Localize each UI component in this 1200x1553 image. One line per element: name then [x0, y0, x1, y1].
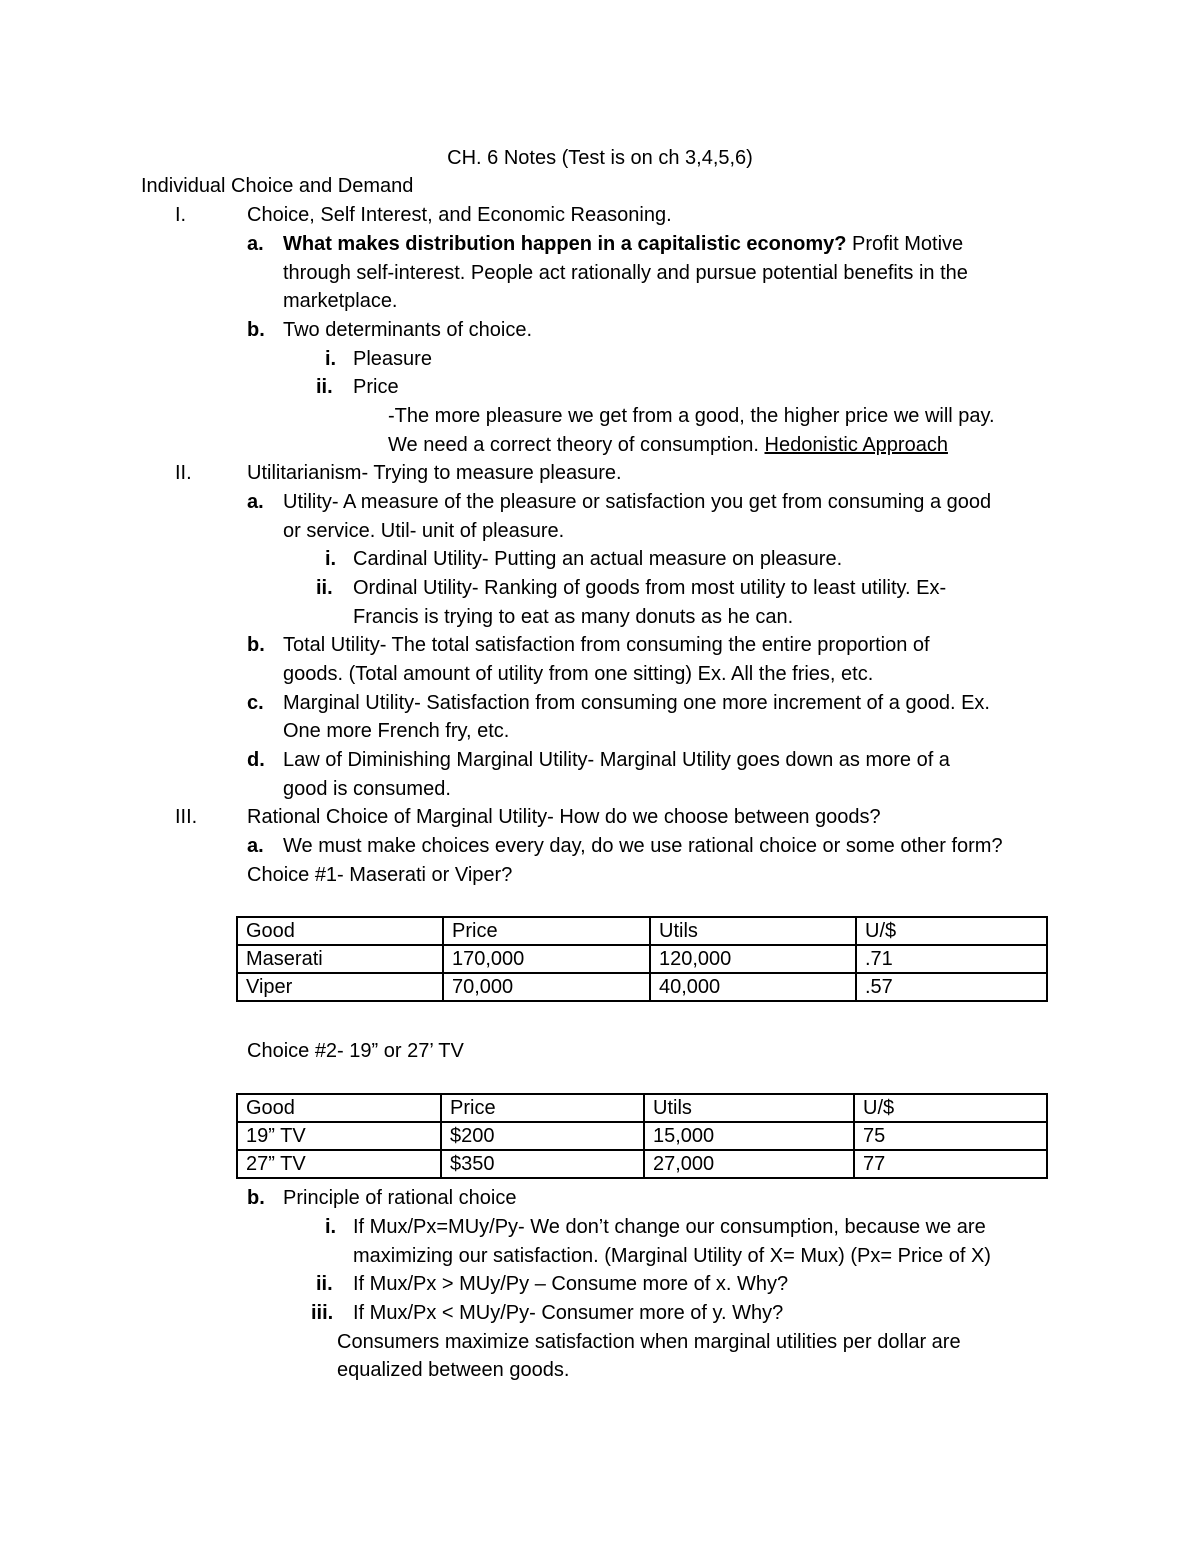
answer-text: Profit Motive — [846, 233, 964, 255]
item-label: b. — [247, 319, 265, 341]
sub-item: Cardinal Utility- Putting an actual measure on pleasure. — [353, 548, 843, 570]
table-cell: Good — [237, 1094, 441, 1122]
sub-item: Price — [353, 376, 399, 398]
table-row — [237, 1150, 1047, 1178]
table-cell: Price — [441, 1094, 644, 1122]
table-cell: 19” TV — [237, 1122, 441, 1150]
choice-1-label: Choice #1- Maserati or Viper? — [247, 864, 513, 886]
table-cell: Price — [443, 917, 650, 945]
table-cell: 77 — [854, 1150, 1047, 1178]
table-cell: Utils — [644, 1094, 854, 1122]
section-1-title: Choice, Self Interest, and Economic Reasoning. — [247, 204, 672, 226]
list-item: Two determinants of choice. — [283, 319, 533, 341]
sub-item-label: ii. — [316, 376, 333, 398]
item-label: a. — [247, 491, 264, 513]
sub-item: If Mux/Px > MUy/Py – Consume more of x. Why? — [353, 1273, 789, 1295]
table-row — [237, 1122, 1047, 1150]
page-title: CH. 6 Notes (Test is on ch 3,4,5,6) — [447, 147, 753, 169]
sub-item: Pleasure — [353, 348, 432, 370]
list-item-continuation: through self-interest. People act rationally and pursue potential benefits in the — [283, 262, 968, 284]
underlined-term: Hedonistic Approach — [764, 434, 948, 456]
sub-item-label: i. — [325, 348, 337, 370]
table-cell: 15,000 — [644, 1122, 854, 1150]
table-cell: Viper — [237, 973, 443, 1001]
note-text: We need a correct theory of consumption. — [388, 434, 765, 456]
choice-2-table — [236, 1093, 1048, 1179]
sub-item-label: ii. — [316, 577, 333, 599]
table-cell: $200 — [441, 1122, 644, 1150]
list-item: Total Utility- The total satisfaction from consuming the entire proportion of — [283, 634, 930, 656]
bold-question: What makes distribution happen in a capitalistic economy? — [283, 233, 847, 255]
sub-item: If Mux/Px=MUy/Py- We don’t change our consumption, because we are — [353, 1216, 986, 1238]
sub-item-continuation: Francis is trying to eat as many donuts as he can. — [353, 606, 794, 628]
table-cell: Good — [237, 917, 443, 945]
conclusion-line: Consumers maximize satisfaction when marginal utilities per dollar are — [337, 1331, 961, 1353]
list-item — [283, 230, 963, 258]
list-item: Principle of rational choice — [283, 1187, 517, 1209]
table-cell: 27” TV — [237, 1150, 441, 1178]
table-cell: Maserati — [237, 945, 443, 973]
item-label: c. — [247, 692, 264, 714]
table-cell: U/$ — [856, 917, 1047, 945]
item-label: a. — [247, 835, 264, 857]
section-1-number: I. — [175, 204, 187, 226]
sub-item-continuation: maximizing our satisfaction. (Marginal Utility of X= Mux) (Px= Price of X) — [353, 1245, 991, 1267]
section-2-number: II. — [175, 462, 192, 484]
table-cell: 170,000 — [443, 945, 650, 973]
sub-item-label: i. — [325, 548, 337, 570]
section-3-number: III. — [175, 806, 198, 828]
item-label: a. — [247, 233, 264, 255]
table-cell: U/$ — [854, 1094, 1047, 1122]
section-3-title: Rational Choice of Marginal Utility- How do we choose between goods? — [247, 806, 881, 828]
table-cell: 27,000 — [644, 1150, 854, 1178]
section-2-title: Utilitarianism- Trying to measure pleasure. — [247, 462, 622, 484]
section-heading: Individual Choice and Demand — [141, 175, 414, 197]
sub-item: If Mux/Px < MUy/Py- Consumer more of y. Why? — [353, 1302, 784, 1324]
item-label: b. — [247, 634, 265, 656]
note-line: -The more pleasure we get from a good, the higher price we will pay. — [388, 405, 995, 427]
item-label: b. — [247, 1187, 265, 1209]
item-label: d. — [247, 749, 265, 771]
table-header-row — [237, 1094, 1047, 1122]
list-item-continuation: goods. (Total amount of utility from one sitting) Ex. All the fries, etc. — [283, 663, 874, 685]
list-item-continuation: One more French fry, etc. — [283, 720, 510, 742]
table-header-row — [237, 917, 1047, 945]
list-item: Law of Diminishing Marginal Utility- Marginal Utility goes down as more of a — [283, 749, 950, 771]
choice-2-label: Choice #2- 19” or 27’ TV — [247, 1040, 464, 1062]
sub-item-label: i. — [325, 1216, 337, 1238]
conclusion-line: equalized between goods. — [337, 1359, 570, 1381]
table-cell: .57 — [856, 973, 1047, 1001]
list-item-continuation: marketplace. — [283, 290, 398, 312]
list-item: Marginal Utility- Satisfaction from consuming one more increment of a good. Ex. — [283, 692, 990, 714]
table-cell: Utils — [650, 917, 856, 945]
table-cell: 70,000 — [443, 973, 650, 1001]
choice-1-table — [236, 916, 1048, 1002]
list-item-continuation: or service. Util- unit of pleasure. — [283, 520, 565, 542]
sub-item-label: iii. — [311, 1302, 334, 1324]
note-line — [388, 431, 948, 459]
table-row — [237, 945, 1047, 973]
table-cell: $350 — [441, 1150, 644, 1178]
table-cell: .71 — [856, 945, 1047, 973]
table-row — [237, 973, 1047, 1001]
table-cell: 75 — [854, 1122, 1047, 1150]
table-cell: 120,000 — [650, 945, 856, 973]
sub-item: Ordinal Utility- Ranking of goods from most utility to least utility. Ex- — [353, 577, 947, 599]
list-item: Utility- A measure of the pleasure or satisfaction you get from consuming a good — [283, 491, 992, 513]
sub-item-label: ii. — [316, 1273, 333, 1295]
table-cell: 40,000 — [650, 973, 856, 1001]
list-item-continuation: good is consumed. — [283, 778, 451, 800]
list-item: We must make choices every day, do we use rational choice or some other form? — [283, 835, 1003, 857]
